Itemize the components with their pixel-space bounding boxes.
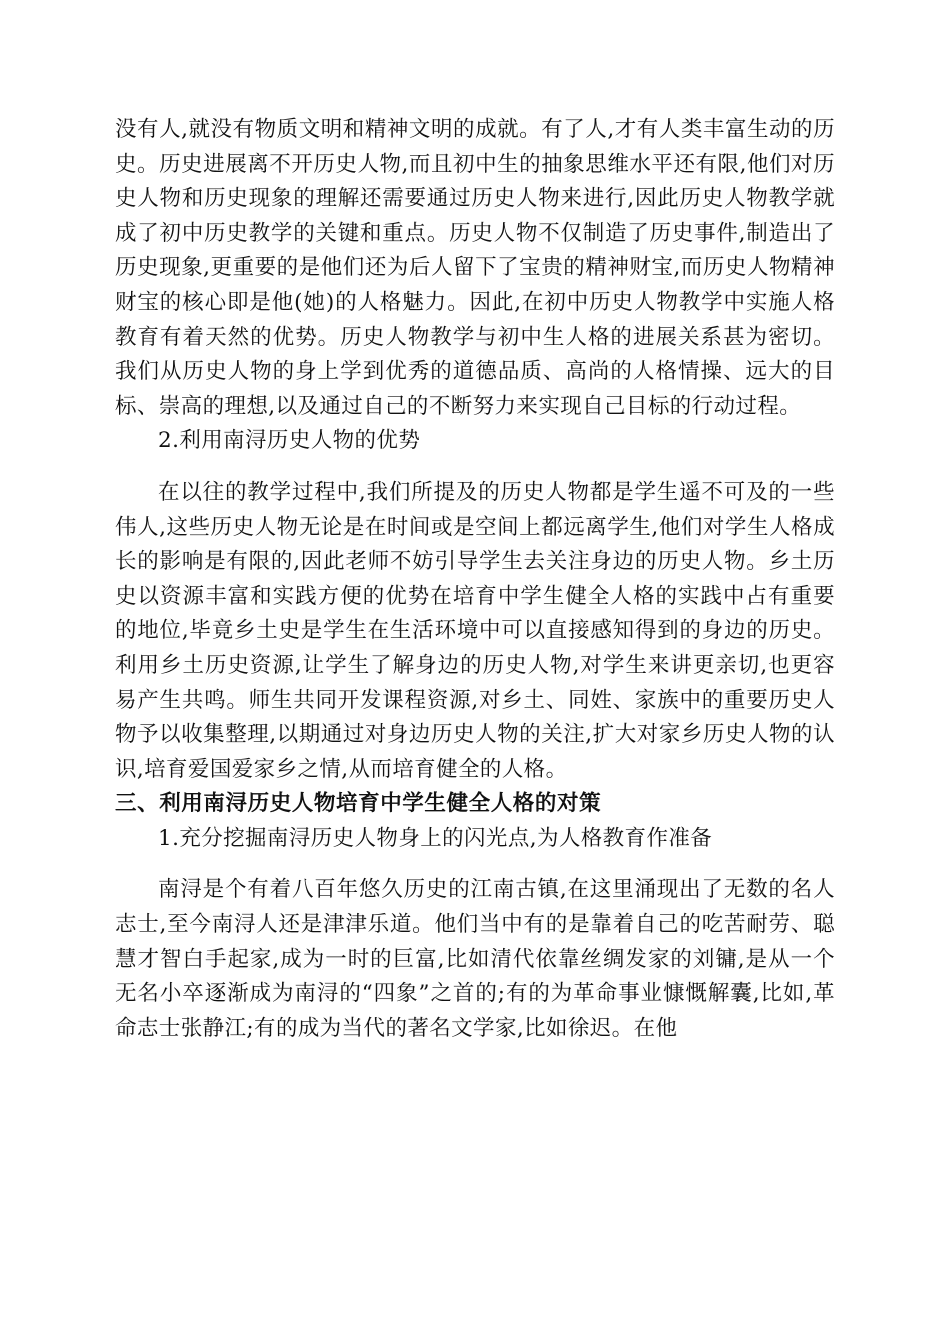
document-page (115, 113, 835, 1046)
paragraph-local-history: 在以往的教学过程中,我们所提及的历史人物都是学生遥不可及的一些伟人,这些历史人物无论是在时间或是空间上都远离学生,他们对学生人格成长的影响是有限的,因此老师不妨引导学生去关注身边的历史人物。乡土历史以资源丰富和实践方便的优势在培育中学生健全人格的实践中占有重要的地位,毕竟乡土史是学生在生活环境中可以直接感知得到的身边的历史。利用乡土历史资源,让学生了解身边的历史人物,对学生来讲更亲切,也更容易产生共鸣。师生共同开发课程资源,对乡土、同姓、家族中的重要历史人物予以收集整理,以期通过对身边历史人物的关注,扩大对家乡历史人物的认识,培育爱国爱家乡之情,从而培育健全的人格。 (115, 479, 835, 782)
paragraph-human-role: 没有人,就没有物质文明和精神文明的成就。有了人,才有人类丰富生动的历史。历史进展离不开历史人物,而且初中生的抽象思维水平还有限,他们对历史人物和历史现象的理解还需要通过历史人物来进行,因此历史人物教学就成了初中历史教学的关键和重点。历史人物不仅制造了历史事件,制造出了历史现象,更重要的是他们还为后人留下了宝贵的精神财宝,而历史人物精神财宝的核心即是他(她)的人格魅力。因此,在初中历史人物教学中实施人格教育有着天然的优势。历史人物教学与初中生人格的进展关系甚为密切。我们从历史人物的身上学到优秀的道德品质、高尚的人格情操、远大的目标、崇高的理想,以及通过自己的不断努力来实现自己目标的行动过程。 (115, 117, 835, 419)
paragraph-nanxun-town: 南浔是个有着八百年悠久历史的江南古镇,在这里涌现出了无数的名人志士,至今南浔人还是津津乐道。他们当中有的是靠着自己的吃苦耐劳、聪慧才智白手起家,成为一时的巨富,比如清代依靠丝绸发家的刘镛,是从一个无名小卒逐渐成为南浔的“四象”之首的;有的为革命事业慷慨解囊,比如,革命志士张静江;有的成为当代的著名文学家,比如徐迟。在他 (115, 877, 835, 1041)
subheading-highlights: 1.充分挖掘南浔历史人物身上的闪光点,为人格教育作准备 (158, 825, 713, 851)
subheading-nanxun-advantage: 2.利用南浔历史人物的优势 (158, 428, 421, 454)
section-heading-strategies: 三、利用南浔历史人物培育中学生健全人格的对策 (115, 791, 602, 817)
